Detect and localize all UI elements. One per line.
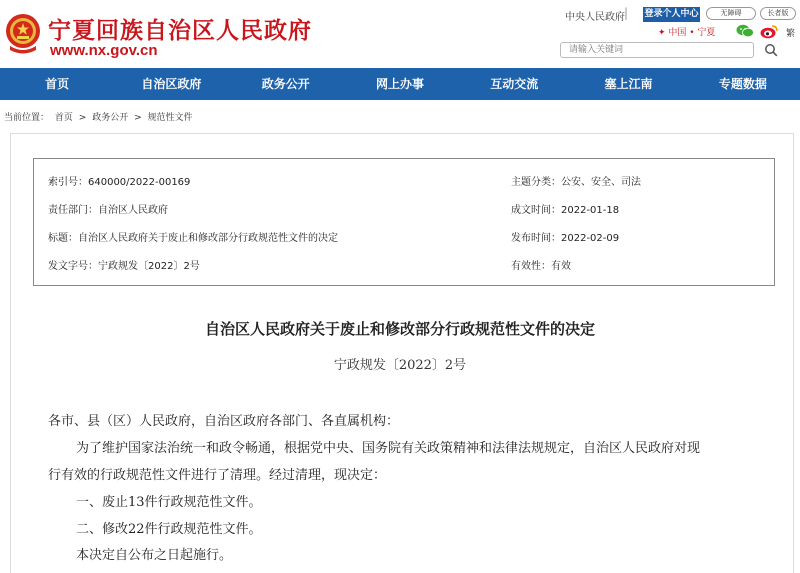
meta-validity: 有效性：有效 <box>511 261 571 272</box>
search-icon[interactable] <box>764 43 778 57</box>
flag-icon: ✦ <box>658 28 669 38</box>
nav-item-government[interactable]: 自治区政府 <box>141 77 202 91</box>
main-nav <box>0 68 800 100</box>
nav-item-online-services[interactable]: 网上办事 <box>375 77 424 91</box>
traditional-chinese-link[interactable]: 繁 <box>786 29 796 39</box>
breadcrumb <box>4 110 196 123</box>
document-salutation: 各市、县（区）人民政府，自治区政府各部门、各直属机构： <box>48 414 400 429</box>
accessible-mode-button[interactable]: 无障碍 <box>706 7 756 20</box>
breadcrumb-prefix: 当前位置： <box>4 113 50 123</box>
document-title: 自治区人民政府关于废止和修改部分行政规范性文件的决定 <box>204 320 595 338</box>
breadcrumb-separator: > <box>134 113 142 123</box>
central-gov-link[interactable]: 中央人民政府 <box>565 12 625 23</box>
document-number: 宁政规发〔2022〕2号 <box>333 358 467 373</box>
nav-item-jiangnan[interactable]: 塞上江南 <box>604 77 653 91</box>
china-ningxia-link[interactable] <box>658 25 715 38</box>
breadcrumb-gov-affairs[interactable]: 政务公开 <box>92 113 129 123</box>
national-emblem-icon[interactable] <box>4 12 42 54</box>
breadcrumb-documents[interactable]: 规范性文件 <box>147 113 193 123</box>
meta-doc-number: 发文字号：宁政规发〔2022〕2号 <box>48 261 200 272</box>
weibo-icon[interactable] <box>760 24 778 39</box>
breadcrumb-home[interactable]: 首页 <box>54 113 73 123</box>
site-header <box>0 0 800 68</box>
document-item: 二、修改22件行政规范性文件。 <box>76 522 262 537</box>
nav-item-interaction[interactable]: 互动交流 <box>490 77 539 91</box>
document-closing: 本决定自公布之日起施行。 <box>76 548 233 563</box>
nav-item-data[interactable]: 专题数据 <box>718 77 767 91</box>
elderly-mode-button[interactable]: 长者版 <box>760 7 796 20</box>
document-paragraph-line: 为了维护国家法治统一和政令畅通，根据党中央、国务院有关政策精神和法律法规规定，自治区人民政府对现 <box>76 441 701 456</box>
meta-created-date: 成文时间：2022-01-18 <box>511 205 620 216</box>
divider: | <box>624 6 629 20</box>
meta-title: 标题：自治区人民政府关于废止和修改部分行政规范性文件的决定 <box>48 233 338 244</box>
meta-department: 责任部门：自治区人民政府 <box>48 205 168 216</box>
search-input[interactable] <box>560 42 754 58</box>
document-paragraph-line: 行有效的行政规范性文件进行了清理。经过清理，现决定： <box>48 468 387 483</box>
breadcrumb-separator: > <box>78 113 87 123</box>
meta-index-no: 索引号：640000/2022-00169 <box>48 177 191 188</box>
china-ningxia-label: 中国 • 宁夏 <box>668 28 716 38</box>
site-title[interactable]: 宁夏回族自治区人民政府 <box>48 18 312 44</box>
wechat-icon[interactable] <box>736 24 754 38</box>
meta-category: 主题分类：公安、安全、司法 <box>511 177 641 188</box>
nav-item-home[interactable]: 首页 <box>45 77 70 91</box>
nav-item-gov-affairs[interactable]: 政务公开 <box>261 77 310 91</box>
login-button[interactable]: 登录个人中心 <box>643 7 700 22</box>
social-row <box>650 24 800 40</box>
site-domain[interactable]: www.nx.gov.cn <box>50 42 158 59</box>
meta-publish-date: 发布时间：2022-02-09 <box>511 233 620 244</box>
document-item: 一、废止13件行政规范性文件。 <box>76 495 262 510</box>
